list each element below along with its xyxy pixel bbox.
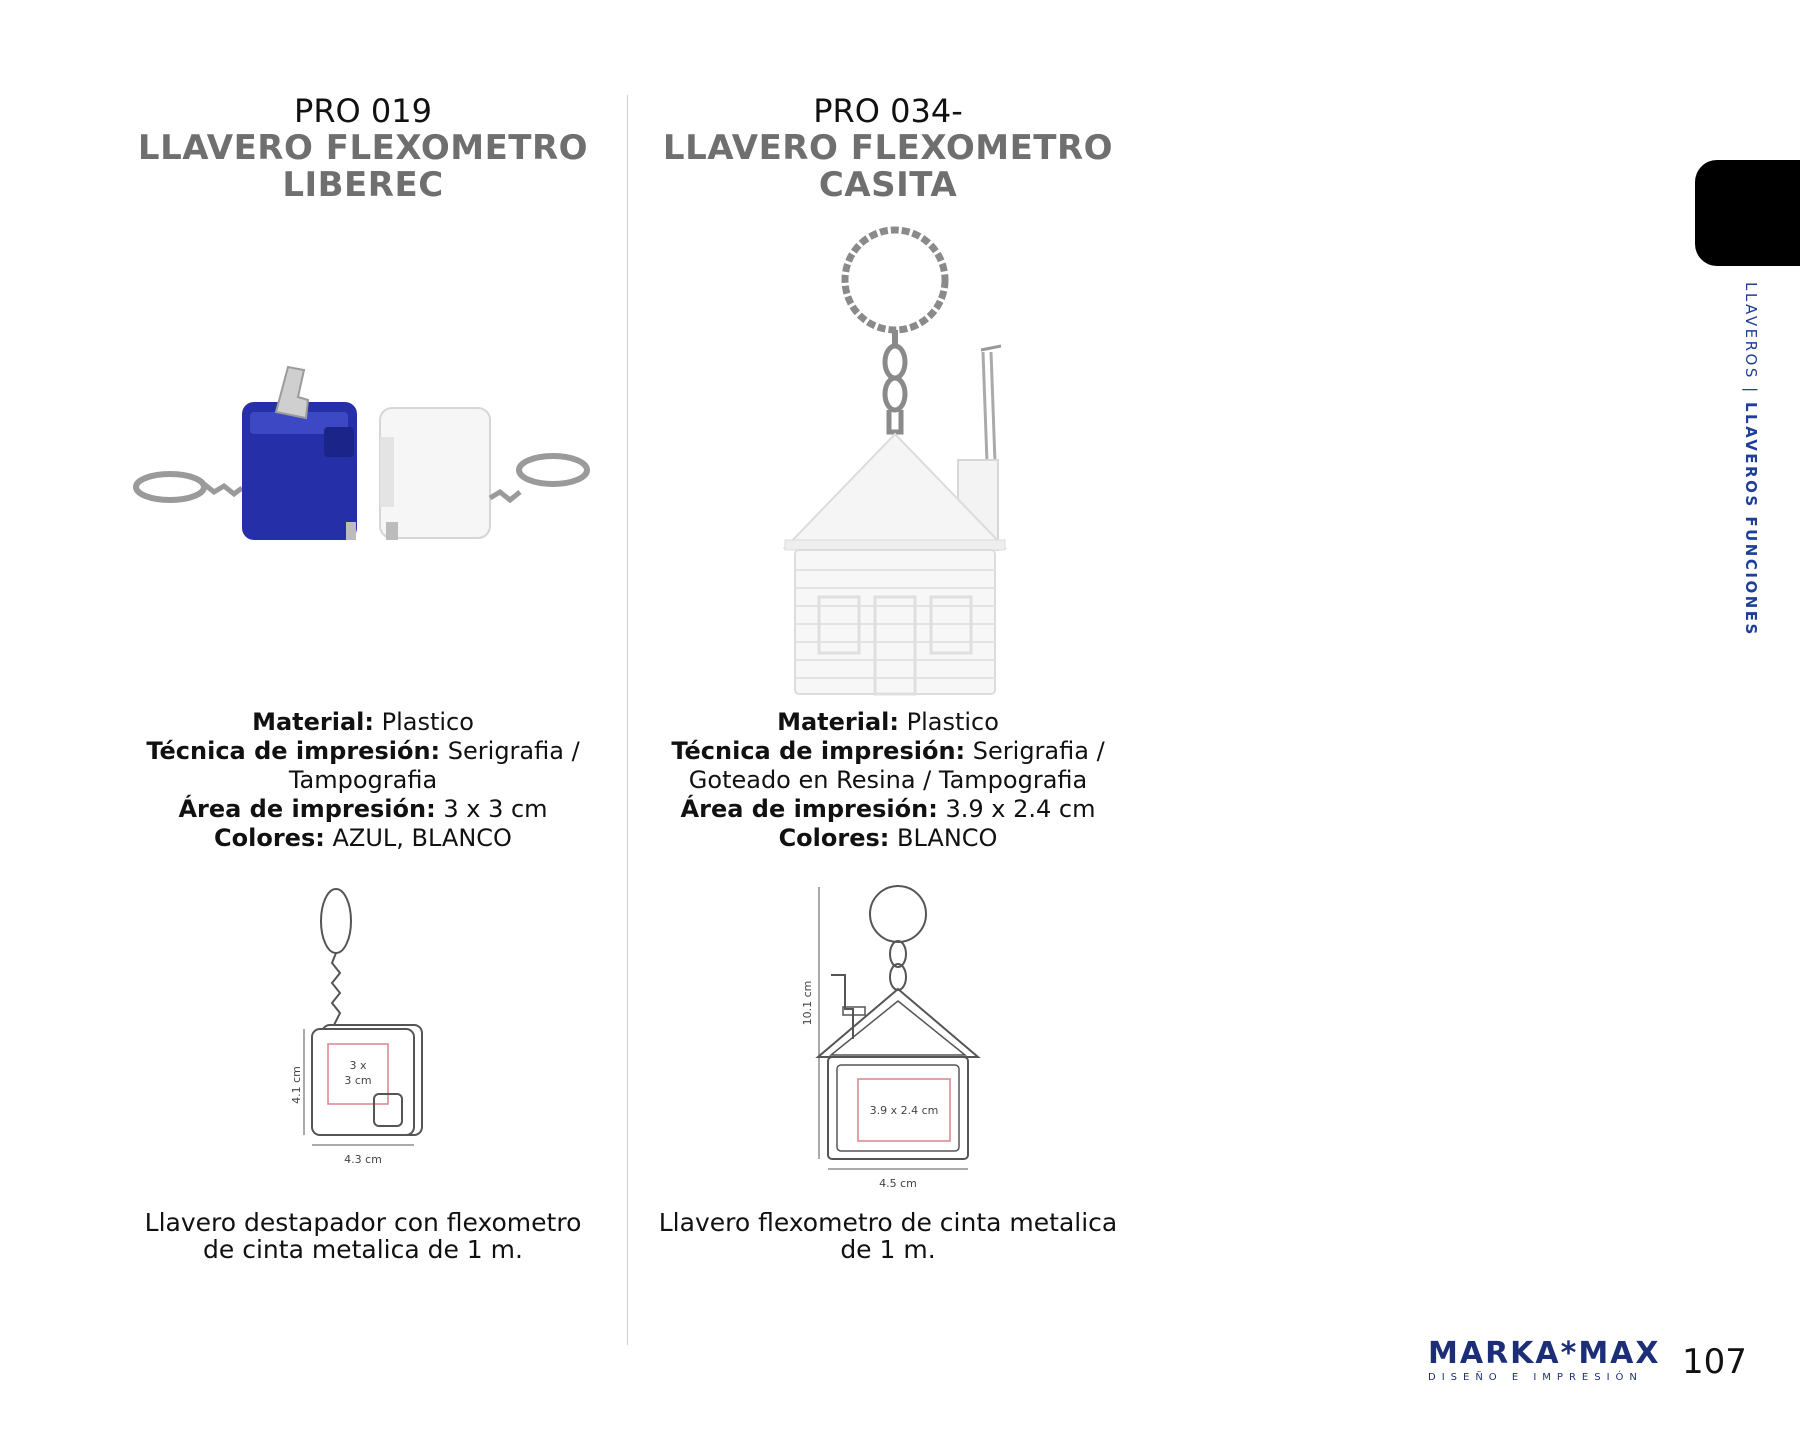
- section-tab[interactable]: [1695, 160, 1800, 266]
- width-label: 4.3 cm: [344, 1153, 382, 1166]
- brand-name: MARKA*MAX: [1428, 1336, 1661, 1371]
- product-photo: [653, 222, 1123, 702]
- spec-area: Área de impresión: 3 x 3 cm: [178, 795, 548, 823]
- area-label: 3.9 x 2.4 cm: [869, 1104, 939, 1117]
- brand-logo: [1428, 1338, 1668, 1383]
- dimension-diagram: [128, 879, 598, 1209]
- spec-area: Área de impresión: 3.9 x 2.4 cm: [680, 795, 1096, 823]
- product-code: PRO 034-: [813, 92, 963, 130]
- label-separator: |: [1742, 387, 1760, 395]
- product-description: Llavero destapador con flexometro de cinta metalica de 1 m.: [144, 1208, 582, 1264]
- spec-colors: Colores: BLANCO: [778, 824, 998, 852]
- area-label-line1: 3 x: [349, 1059, 367, 1072]
- page-number: 107: [1682, 1342, 1747, 1382]
- dimension-drawing: [128, 879, 598, 1209]
- brand-tagline: DISEÑO E IMPRESIÓN: [1428, 1372, 1643, 1383]
- subcategory-label: LLAVEROS FUNCIONES: [1742, 401, 1760, 637]
- section-label: [1742, 282, 1760, 637]
- house-keychain-image: [653, 222, 1123, 702]
- column-divider: [627, 95, 628, 1345]
- spec-technique: Técnica de impresión: Serigrafia / Tampografia: [146, 737, 580, 794]
- product-card-pro-034: [653, 92, 1123, 1263]
- product-specs: [653, 708, 1123, 853]
- spec-colors: Colores: AZUL, BLANCO: [214, 824, 512, 852]
- product-title: LLAVERO FLEXOMETRO CASITA: [662, 130, 1114, 204]
- width-label: 4.5 cm: [879, 1177, 917, 1190]
- spec-technique: Técnica de impresión: Serigrafia / Goteado en Resina / Tampografia: [671, 737, 1105, 794]
- category-label: LLAVEROS: [1742, 282, 1760, 380]
- dimension-diagram: [653, 879, 1123, 1209]
- product-photo: [128, 222, 598, 702]
- dimension-drawing: [653, 879, 1123, 1209]
- product-description: Llavero flexometro de cinta metalica de 1 m.: [658, 1208, 1118, 1264]
- spec-material: Material: Plastico: [777, 708, 999, 736]
- tape-measure-keychain-image: [128, 222, 598, 702]
- product-specs: [128, 708, 598, 853]
- height-label: 4.1 cm: [290, 1066, 303, 1104]
- height-label: 10.1 cm: [801, 980, 814, 1026]
- product-code: PRO 019: [294, 92, 432, 130]
- area-label-line2: 3 cm: [344, 1074, 372, 1087]
- product-card-pro-019: [128, 92, 598, 1263]
- product-title: LLAVERO FLEXOMETRO LIBEREC: [137, 130, 589, 204]
- spec-material: Material: Plastico: [252, 708, 474, 736]
